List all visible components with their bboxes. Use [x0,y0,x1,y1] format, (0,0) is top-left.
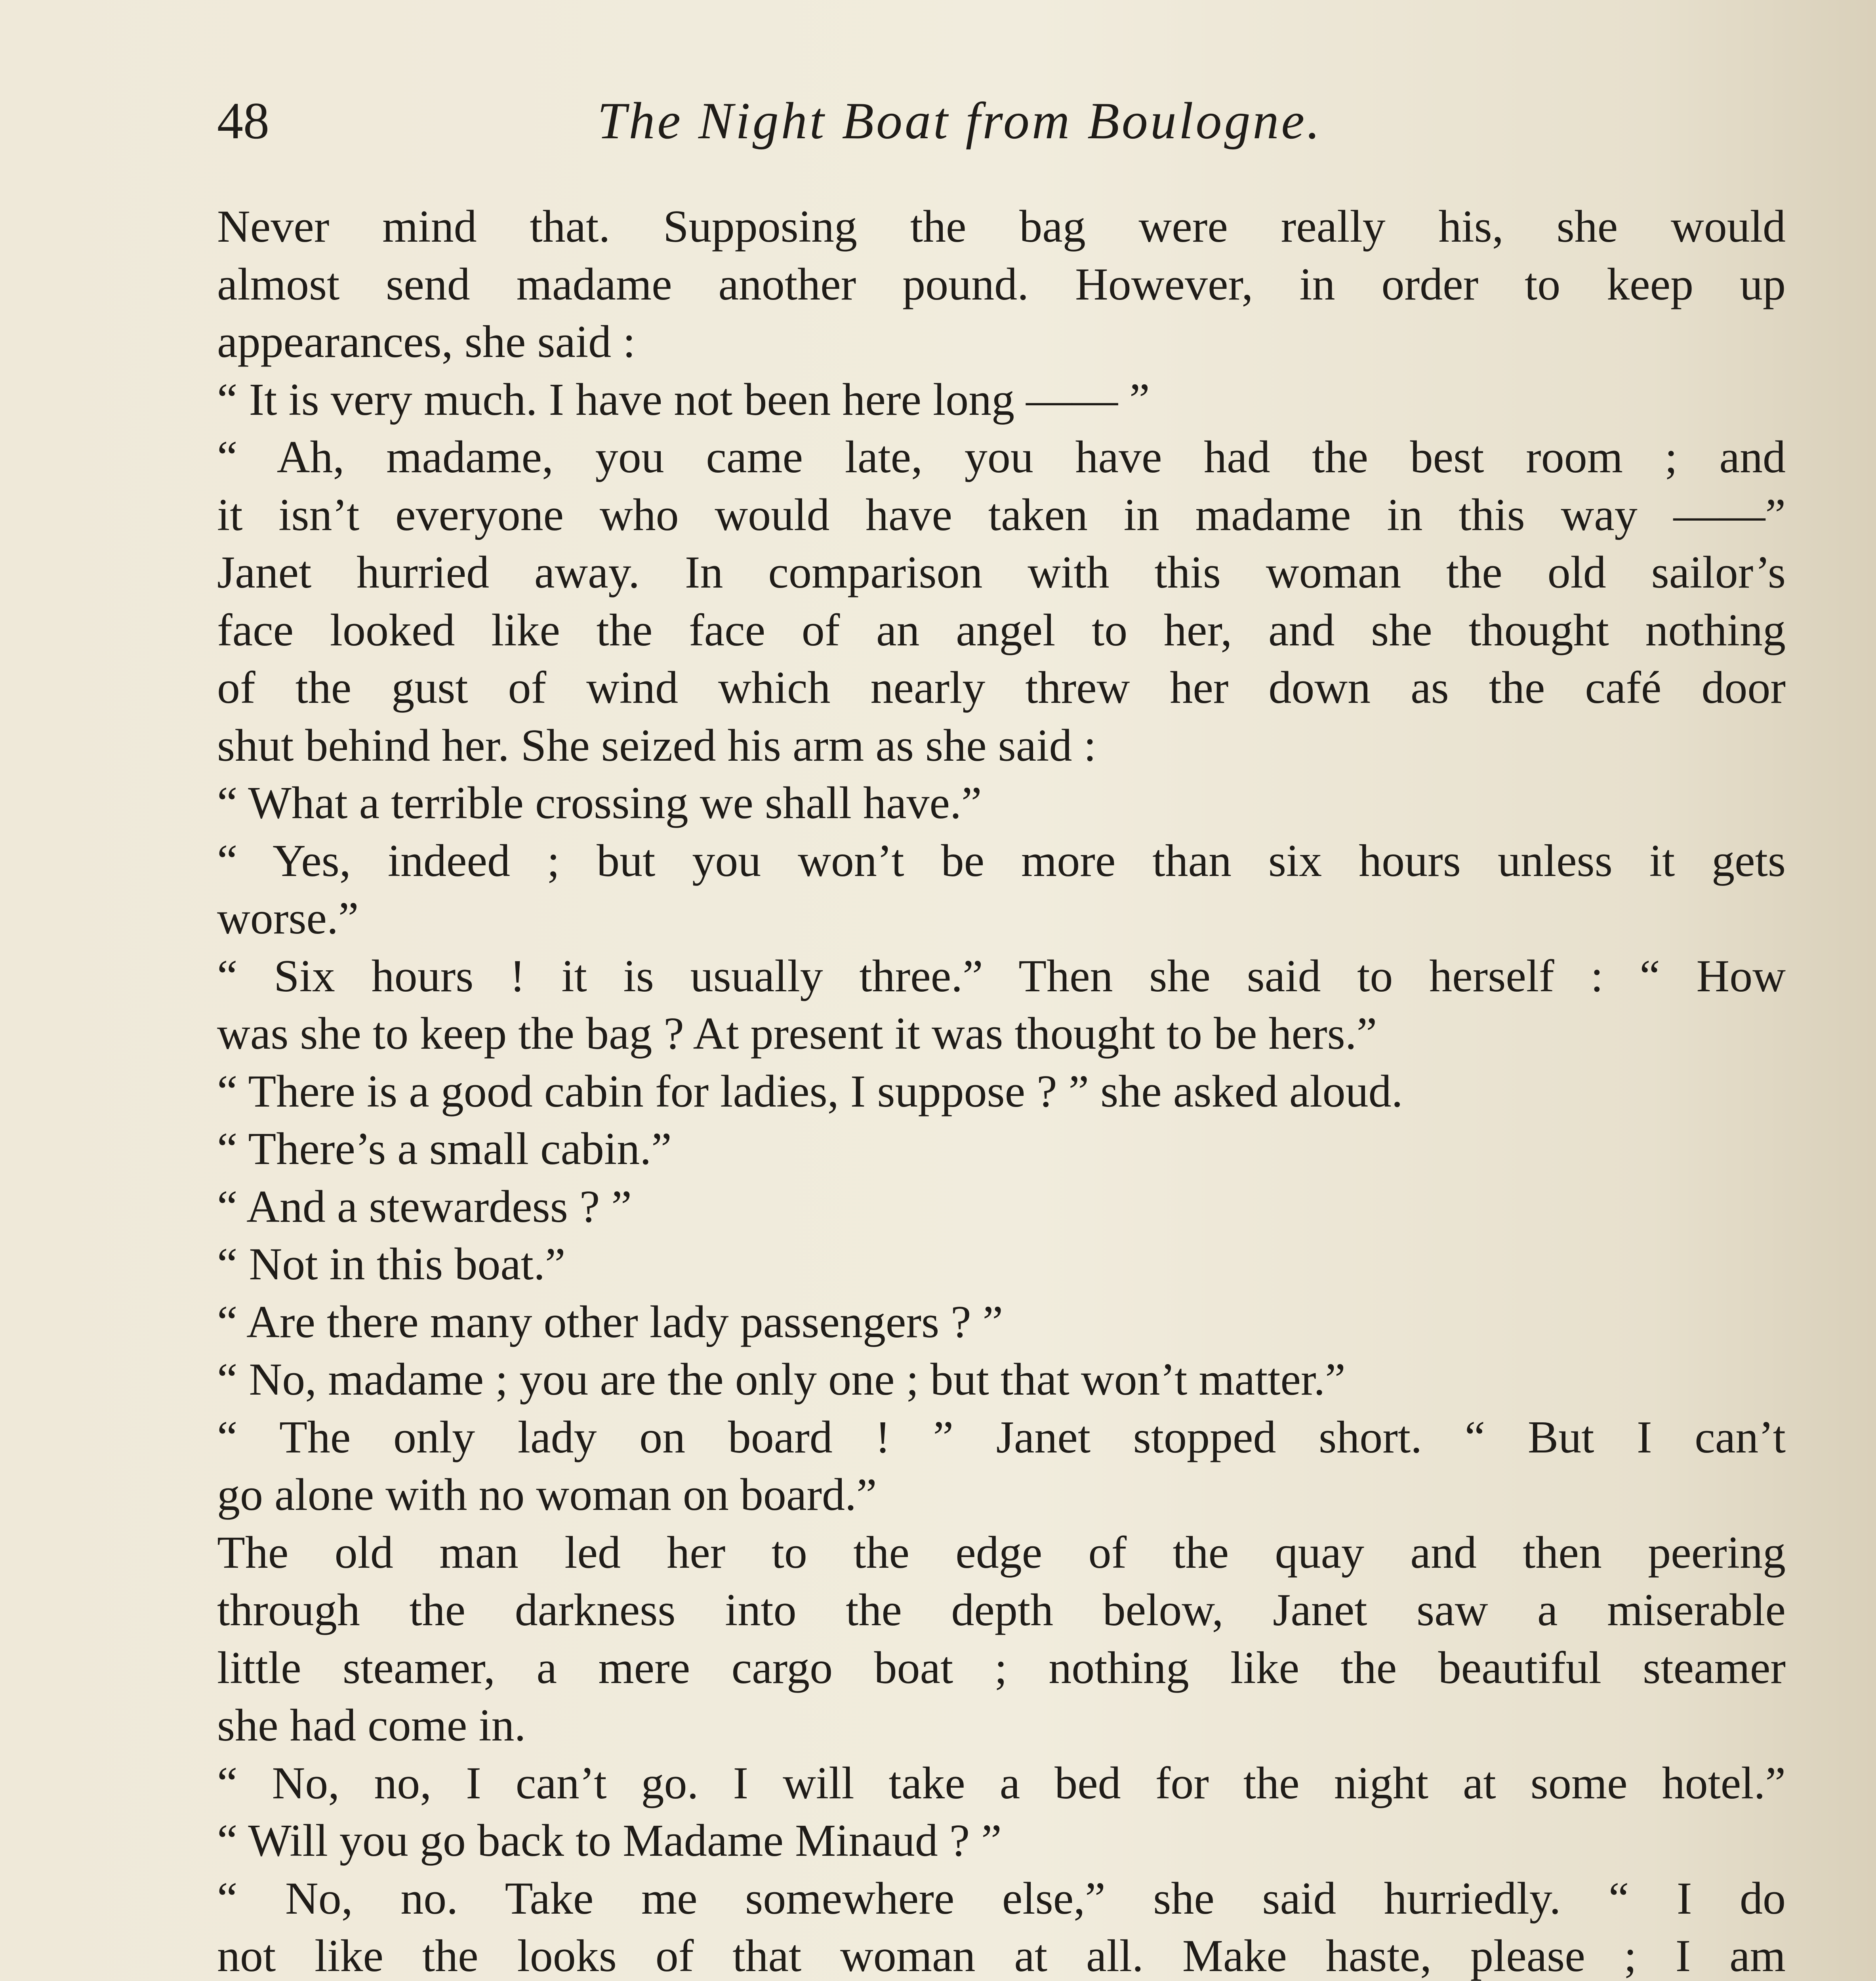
text-line: shut behind her. She seized his arm as she said : [217,720,1096,771]
text-line: through the darkness into the depth below, Janet saw a miserable [217,1585,1786,1636]
text-line: she had come in. [217,1700,526,1751]
page-header [217,89,1405,153]
text-line: not like the looks of that woman at all. Make haste, please ; I am [217,1931,1786,1981]
page-number: 48 [217,92,269,150]
text-line: “ It is very much. I have not been here long —— ” [217,374,1150,425]
text-line: “ No, no, I can’t go. I will take a bed for the night at some hotel.” [217,1758,1786,1809]
text-line: The old man led her to the edge of the quay and then peering [217,1527,1786,1578]
text-line: “ The only lady on board ! ” Janet stopped short. “ But I can’t [217,1412,1786,1463]
text-line: Janet hurried away. In comparison with this woman the old sailor’s [217,547,1786,598]
text-line: face looked like the face of an angel to her, and she thought nothing [217,605,1786,656]
text-line: go alone with no woman on board.” [217,1470,877,1520]
text-line: of the gust of wind which nearly threw her down as the café door [217,662,1786,713]
text-line: “ Not in this boat.” [217,1239,566,1290]
body-text [217,198,1786,1981]
text-line: “ And a stewardess ? ” [217,1181,632,1232]
text-line: “ Will you go back to Madame Minaud ? ” [217,1815,1002,1866]
text-line: little steamer, a mere cargo boat ; nothing like the beautiful steamer [217,1642,1786,1693]
text-line: “ What a terrible crossing we shall have.” [217,778,982,828]
text-line: “ There is a good cabin for ladies, I suppose ? ” she asked aloud. [217,1066,1403,1117]
running-title: The Night Boat from Boulogne. [597,92,1323,150]
text-line: “ Are there many other lady passengers ? ” [217,1296,1003,1347]
text-line: “ Yes, indeed ; but you won’t be more than six hours unless it gets [217,835,1786,886]
text-line: “ No, no. Take me somewhere else,” she said hurriedly. “ I do [217,1873,1786,1924]
text-line: appearances, she said : [217,317,636,367]
text-line: almost send madame another pound. However, in order to keep up [217,259,1786,310]
text-line: “ No, madame ; you are the only one ; but that won’t matter.” [217,1354,1346,1405]
text-line: worse.” [217,893,359,944]
text-line: “ Six hours ! it is usually three.” Then she said to herself : “ How [217,950,1786,1002]
text-line: “ There’s a small cabin.” [217,1124,672,1174]
text-line: was she to keep the bag ? At present it was thought to be hers.” [217,1008,1377,1059]
text-line: it isn’t everyone who would have taken in madame in this way ——” [217,489,1786,540]
text-line: Never mind that. Supposing the bag were really his, she would [217,201,1786,252]
text-line: “ Ah, madame, you came late, you have had the best room ; and [217,432,1786,483]
